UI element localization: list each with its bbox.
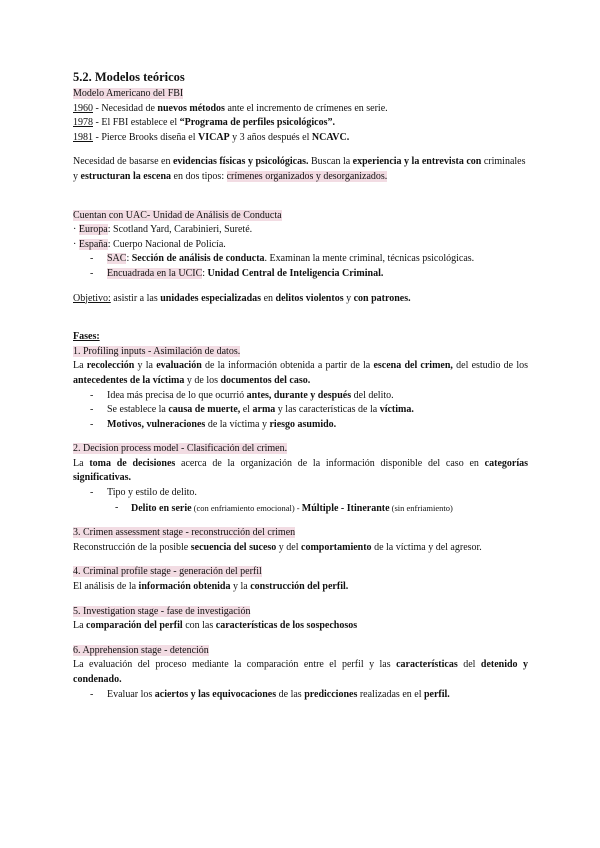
uac-europa: · Europa: Scotland Yard, Carabinieri, Sureté. <box>73 224 253 236</box>
bold-text: documentos del caso. <box>220 374 311 386</box>
objective-paragraph <box>73 292 528 307</box>
text: y las características de la <box>275 404 380 416</box>
text: - Necesidad de <box>93 102 158 114</box>
phase-1-heading <box>73 345 528 360</box>
spacer <box>73 555 528 565</box>
highlight-text: Europa <box>78 224 108 236</box>
bold-text: toma de decisiones <box>89 457 176 469</box>
list-item <box>73 252 528 267</box>
year-label: 1960 <box>73 102 93 114</box>
bold-text: con patrones. <box>353 292 411 304</box>
bold-text: características de los sospechosos <box>215 620 358 632</box>
phase-1-paragraph <box>73 359 528 388</box>
text: - Pierce Brooks diseña el <box>93 131 198 143</box>
spacer <box>73 516 528 526</box>
phase-3-paragraph <box>73 541 528 556</box>
highlight-text: 6. Apprehension stage - detención <box>73 644 209 656</box>
bold-text: detenido y condenado. <box>73 659 529 685</box>
uac-heading <box>73 209 528 224</box>
text: y la <box>134 360 157 372</box>
text: el <box>240 404 253 416</box>
text: La <box>73 360 87 372</box>
text: del estudio de los <box>452 360 528 372</box>
text: de la información obtenida a partir de la <box>201 360 374 372</box>
highlight-text: España <box>78 238 108 250</box>
phase-2-list <box>73 486 528 516</box>
text: acerca de la organización de la información disponible del caso en <box>175 457 485 469</box>
bold-text: Motivos, vulneraciones <box>107 418 206 430</box>
highlight-text: 4. Criminal profile stage - generación del perfil <box>73 566 262 578</box>
bold-text: comparación del perfil <box>86 620 183 632</box>
bold-text: antecedentes de la víctima <box>73 374 185 386</box>
list-item: - Tipo y estilo de delito. <box>73 486 528 501</box>
year-label: 1981 <box>73 131 93 143</box>
spacer <box>73 185 528 209</box>
bold-text: VICAP <box>197 131 230 143</box>
bold-text: construcción del perfil. <box>250 581 349 593</box>
highlight-text: 5. Investigation stage - fase de investigación <box>73 605 251 617</box>
bold-text: información obtenida <box>138 581 231 593</box>
bold-text: causa de muerte, <box>168 404 241 416</box>
text: con las <box>182 620 216 632</box>
phase-6-paragraph <box>73 658 528 687</box>
spacer <box>73 145 528 155</box>
highlight-text: crímenes organizados y desorganizados. <box>226 170 388 182</box>
text: y del <box>276 541 302 553</box>
text: Se establece la <box>107 404 169 416</box>
highlight-text: 3. Crimen assessment stage - reconstrucción del crimen <box>73 527 296 539</box>
phase-6-list <box>73 688 528 703</box>
text: del <box>457 659 481 671</box>
bold-text: estructuran la escena <box>80 170 172 182</box>
bold-text: Unidad Central de Inteligencia Criminal. <box>207 267 384 279</box>
text: Reconstrucción de la posible <box>73 541 191 553</box>
phase-5-paragraph <box>73 619 528 634</box>
year-label: 1978 <box>73 117 93 129</box>
highlight-text: Encuadrada en la UCIC <box>107 267 203 279</box>
uac-list <box>73 252 528 281</box>
text: ante el incremento de crímenes en serie. <box>224 102 388 114</box>
list-item <box>73 389 528 404</box>
list-item <box>73 403 528 418</box>
small-text: (con enfriamiento emocional) - <box>191 502 302 513</box>
text: Evaluar los <box>107 688 155 700</box>
spacer <box>73 595 528 605</box>
bold-text: víctima. <box>379 404 414 416</box>
text: en <box>261 292 276 304</box>
bold-text: arma <box>252 404 276 416</box>
section-title: 5.2. Modelos teóricos <box>73 70 185 84</box>
text: - El FBI establece el <box>93 117 180 129</box>
text: y la <box>230 581 251 593</box>
phase-1-list <box>73 389 528 433</box>
spacer <box>73 282 528 292</box>
phase-2-heading <box>73 442 528 457</box>
phase-4-heading <box>73 565 528 580</box>
bold-text: Múltiple - Itinerante <box>301 502 390 514</box>
uac-espana: · España: Cuerpo Nacional de Policía. <box>73 238 226 250</box>
bold-text: características <box>396 659 458 671</box>
timeline-item-1981 <box>73 131 528 146</box>
bold-text: escena del crimen, <box>373 360 453 372</box>
bold-text: predicciones <box>304 688 358 700</box>
bold-text: aciertos y las equivocaciones <box>154 688 277 700</box>
bold-text: categorías significativas. <box>73 457 528 484</box>
highlight-text: 1. Profiling inputs - Asimilación de datos. <box>73 345 241 357</box>
text: criminales y <box>73 156 526 182</box>
text: : Scotland Yard, Carabinieri, Sureté. <box>107 224 253 236</box>
text: y de los <box>184 374 221 386</box>
text: Idea más precisa de lo que ocurrió <box>107 389 247 401</box>
bold-text: unidades especializadas <box>160 292 262 304</box>
highlight-text: SAC <box>107 253 127 265</box>
text: Necesidad de basarse en <box>73 156 173 168</box>
bold-text: Fases: <box>73 331 100 343</box>
phase-5-heading <box>73 605 528 620</box>
timeline-item-1978 <box>73 116 528 131</box>
small-text: (sin enfriamiento) <box>389 502 453 513</box>
bold-text: Sección de análisis de conducta <box>131 253 265 265</box>
list-item <box>73 418 528 433</box>
highlight-text: Cuentan con UAC- Unidad de Análisis de Conducta <box>73 209 282 221</box>
bold-text: experiencia y la entrevista con <box>352 156 482 168</box>
bold-text: delitos violentos <box>275 292 344 304</box>
bold-text: “Programa de perfiles psicológicos”. <box>179 117 335 129</box>
bold-text: antes, durante y después <box>246 389 352 401</box>
bold-text: recolección <box>86 360 135 372</box>
subtitle <box>73 87 528 102</box>
text: y <box>343 292 354 304</box>
phase-4-paragraph <box>73 580 528 595</box>
spacer <box>73 634 528 644</box>
text: de la víctima y <box>205 418 270 430</box>
phases-label <box>73 330 528 345</box>
phase-2-paragraph <box>73 457 528 486</box>
text: : <box>202 267 208 279</box>
text: Buscan la <box>308 156 353 168</box>
highlight-text: 2. Decision process model - Clasificación del crimen. <box>73 443 288 455</box>
phase-6-heading <box>73 644 528 659</box>
text: del delito. <box>351 389 394 401</box>
text: de la víctima y del agresor. <box>371 541 482 553</box>
spacer <box>73 432 528 442</box>
text: asistir a las <box>110 292 161 304</box>
objective-label: Objetivo: <box>73 292 111 304</box>
subtitle-text: Modelo Americano del FBI <box>73 88 184 99</box>
text: realizadas en el <box>357 688 424 700</box>
list-item <box>73 688 528 703</box>
text: La <box>73 620 87 632</box>
bold-text: perfil. <box>423 688 450 700</box>
text: La <box>73 457 90 469</box>
text: . Examinan la mente criminal, técnicas psicológicas. <box>264 253 475 265</box>
bold-text: NCAVC. <box>311 131 350 143</box>
text: : <box>126 253 132 265</box>
text: en dos tipos: <box>171 170 227 182</box>
document-body <box>73 69 528 702</box>
bold-text: Delito en serie <box>131 502 192 514</box>
bold-text: secuencia del suceso <box>190 541 277 553</box>
sub-list-item <box>73 501 528 517</box>
list-item <box>73 267 528 282</box>
bold-text: riesgo asumido. <box>269 418 337 430</box>
bold-text: comportamiento <box>301 541 372 553</box>
bold-text: evaluación <box>156 360 202 372</box>
bold-text: evidencias físicas y psicológicas. <box>172 156 309 168</box>
basis-paragraph <box>73 155 528 184</box>
text: : Cuerpo Nacional de Policía. <box>107 238 226 250</box>
text: El análisis de la <box>73 581 139 593</box>
timeline-item-1960 <box>73 102 528 117</box>
spacer <box>73 306 528 330</box>
bold-text: nuevos métodos <box>157 102 225 114</box>
phase-3-heading <box>73 526 528 541</box>
text: de las <box>276 688 305 700</box>
text: La evaluación del proceso mediante la comparación entre el perfil y las <box>73 659 397 671</box>
text: y 3 años después el <box>229 131 312 143</box>
